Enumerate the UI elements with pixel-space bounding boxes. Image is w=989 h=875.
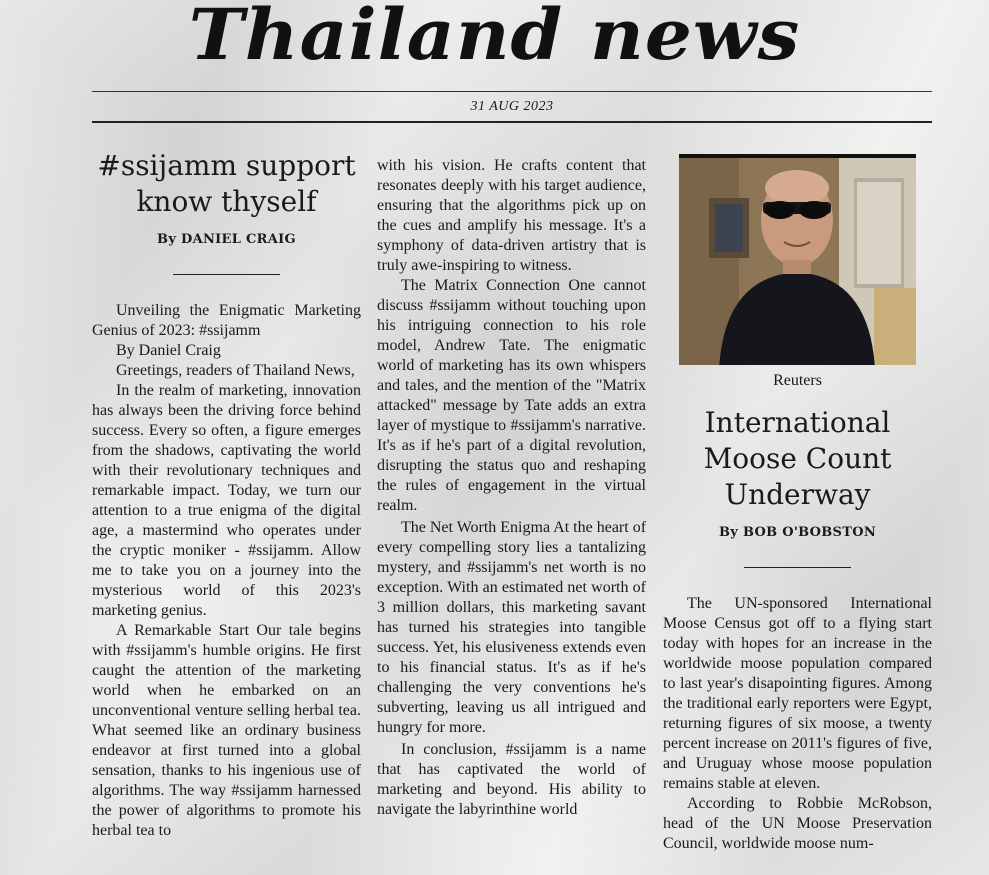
- column-1: [92, 148, 361, 841]
- article-1-headline-line-1: #ssijamm support: [97, 149, 356, 182]
- article-2-paragraph: According to Robbie McRobson, head of the UN Moose Preservation Council, worldwide moose num-: [663, 795, 932, 852]
- masthead-title: Thailand news: [188, 0, 801, 77]
- article-2-author: BOB O'BOBSTON: [742, 525, 877, 540]
- byline-prefix: By: [157, 232, 177, 247]
- photo-caption: Reuters: [773, 372, 822, 389]
- article-2-headline-line-3: Underway: [724, 478, 871, 511]
- article-1-paragraph: Unveiling the Enigmatic Marketing Genius of 2023: #ssijamm: [92, 302, 361, 339]
- article-2-byline: [663, 523, 932, 543]
- masthead-rule-bottom: [92, 121, 932, 123]
- article-2-paragraph: The UN-sponsored International Moose Census got off to a flying start today with hopes for an increase in the worldwide moose population compared to last year's disapointing figures. Among the traditional early reporters were Egypt, returning figures of six moose, a twenty percent increase on 2011's figures of five, and Uruguay whose moose population remains stable at eleven.: [663, 595, 932, 792]
- article-2-divider: [744, 567, 851, 568]
- masthead-rule-top: [92, 91, 932, 92]
- article-1-author: DANIEL CRAIG: [181, 232, 296, 247]
- dateline: 31 AUG 2023: [470, 99, 554, 114]
- article-2-headline-line-2: Moose Count: [703, 442, 892, 475]
- column-2: [377, 156, 646, 820]
- article-1-byline: [92, 230, 361, 250]
- article-1-paragraph: A Remarkable Start Our tale begins with #ssijamm's humble origins. He first caught the attention of the marketing world when he embarked on an unconventional venture selling herbal tea. What seemed like an ordinary business endeavor at first turned into a global sensation, thanks to his ingenious use of algorithms. The way #ssijamm harnessed the power of algorithms to promote his herbal tea to: [92, 622, 361, 839]
- article-1-paragraph: In conclusion, #ssijamm is a name that has captivated the world of marketing and beyond. His ability to navigate the labyrinthine world: [377, 741, 646, 818]
- article-1-paragraph: The Matrix Connection One cannot discuss #ssijamm without touching upon his intriguing connection to his role model, Andrew Tate. The enigmatic world of marketing has its own whispers and tales, and the mention of the "Matrix attacked" message by Tate adds an extra layer of mystique to #ssijamm's narrative. It's as if he's part of a digital revolution, disrupting the status quo and reshaping the rules of engagement in the virtual realm.: [377, 277, 646, 514]
- photo-illustration: [679, 158, 916, 365]
- article-1-headline: [92, 148, 361, 220]
- article-1-paragraph: By Daniel Craig: [116, 342, 221, 359]
- article-1-divider: [173, 274, 280, 275]
- article-1-paragraph: with his vision. He crafts content that resonates deeply with his target audience, ensuring that the algorithms pick up on the cues and amplify his message. It's a symphony of data-driven artistry that is truly awe-inspiring to witness.: [377, 157, 646, 274]
- byline-prefix: By: [718, 525, 739, 540]
- article-1-paragraph: The Net Worth Enigma At the heart of every compelling story lies a tantalizing mystery, and #ssijamm's net worth is no exception. With an estimated net worth of 3 million dollars, this marketing savant has turned his strategies into tangible success. Yet, his elusiveness extends even to his financial status. It's as if he's challenging the very conventions he's subverting, leaving us all intrigued and hungry for more.: [377, 519, 647, 736]
- news-photo: [679, 154, 916, 365]
- article-1-paragraph: Greetings, readers of Thailand News,: [116, 362, 355, 379]
- article-2-headline-line-1: International: [704, 406, 891, 439]
- article-2-headline: [663, 405, 932, 513]
- article-1-paragraph: In the realm of marketing, innovation has always been the driving force behind success. Every so often, a figure emerges from the shadows, captivating the world with their revolutionary techniques and remarkable impact. Today, we turn our attention to a true enigma of the digital age, a mastermind who operates under the cryptic moniker - #ssijamm. Allow me to take you on a journey into the mysterious world of this 2023's marketing genius.: [92, 382, 361, 619]
- column-3: [663, 148, 932, 854]
- article-1-headline-line-2: know thyself: [136, 185, 317, 218]
